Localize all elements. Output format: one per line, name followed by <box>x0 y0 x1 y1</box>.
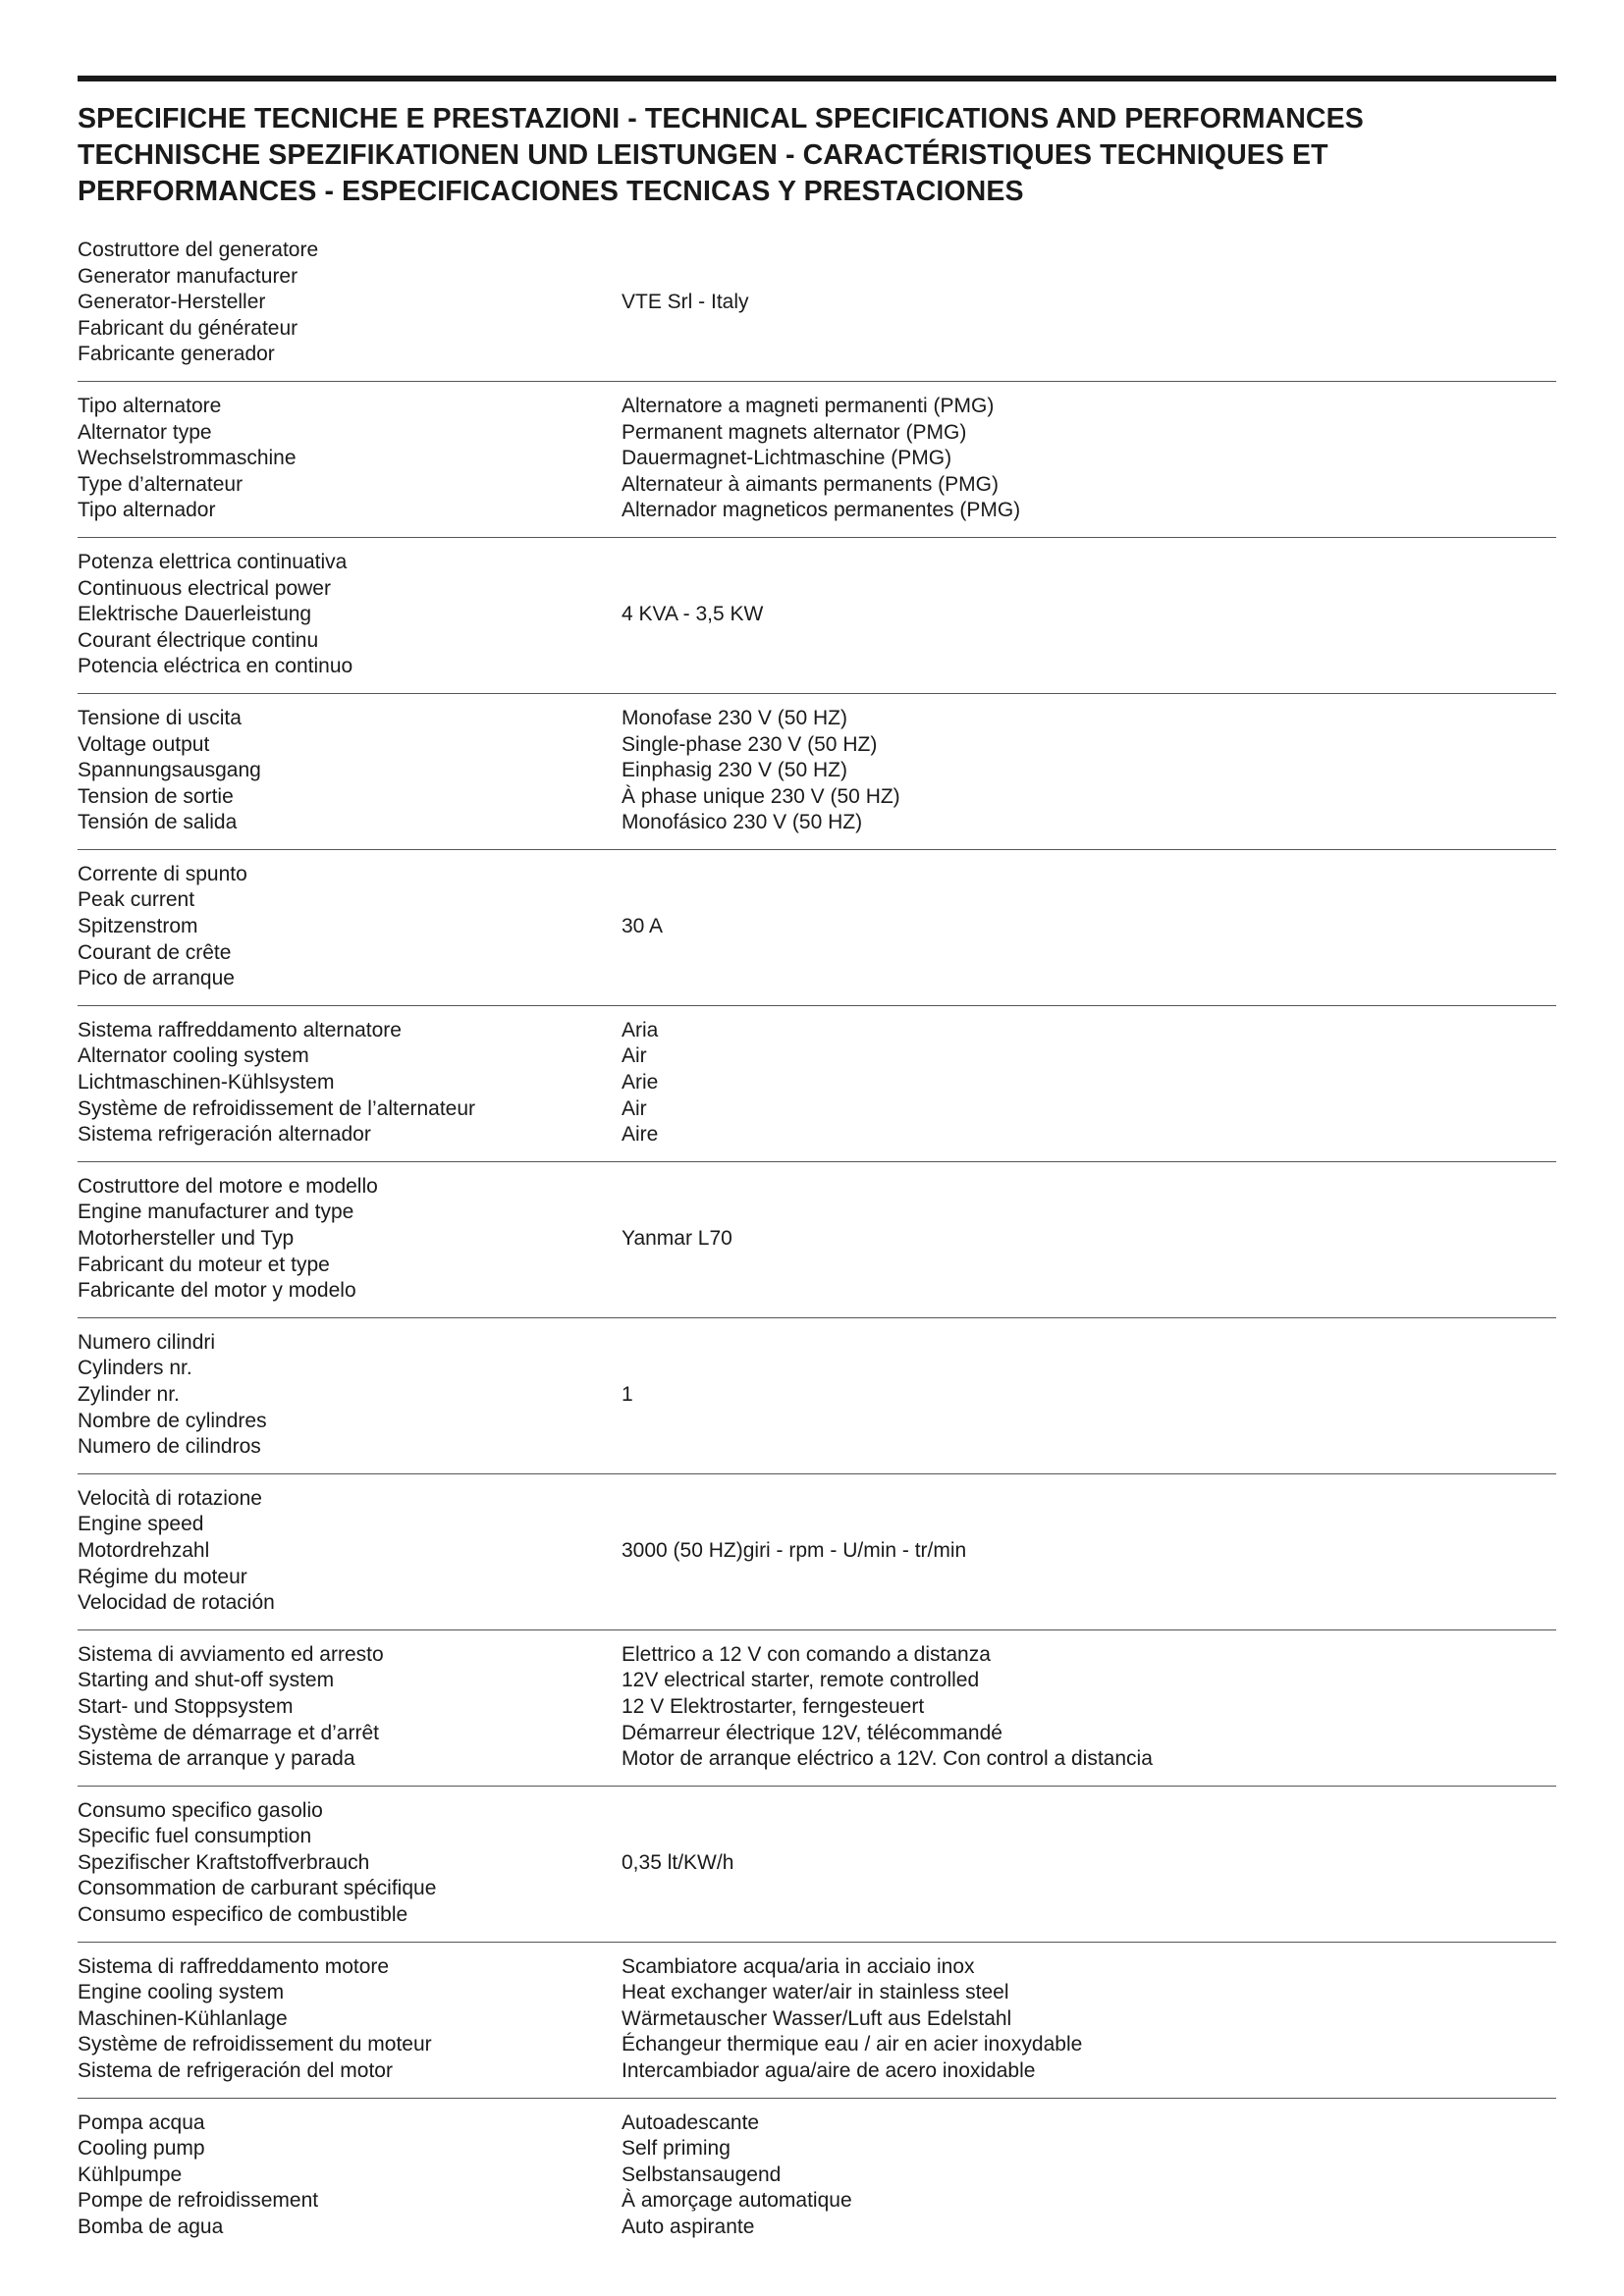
spec-value: 30 A <box>622 915 664 938</box>
spec-value: Single-phase 230 V (50 HZ) <box>622 732 878 756</box>
title-line: SPECIFICHE TECNICHE E PRESTAZIONI - TECHNICAL SPECIFICATIONS AND PERFORMANCES <box>78 103 1364 134</box>
spec-labels <box>78 1018 622 1148</box>
spec-label: Sistema raffreddamento alternatore <box>78 1018 402 1041</box>
spec-value: 0,35 lt/KW/h <box>622 1850 734 1874</box>
spec-label: Tensione di uscita <box>78 706 242 729</box>
spec-value: 1 <box>622 1382 633 1406</box>
spec-label: Costruttore del motore e modello <box>78 1174 378 1198</box>
spec-values <box>622 1174 1556 1305</box>
spec-labels <box>78 550 622 680</box>
spec-value: Intercambiador agua/aire de acero inoxidable <box>622 2059 1036 2083</box>
spec-label: Système de démarrage et d’arrêt <box>78 1721 379 1744</box>
spec-value: Alternador magneticos permanentes (PMG) <box>622 499 1021 522</box>
spec-values <box>622 394 1556 524</box>
spec-value: 3000 (50 HZ)giri - rpm - U/min - tr/min <box>622 1538 967 1562</box>
spec-label: Tipo alternador <box>78 499 216 522</box>
spec-label: Continuous electrical power <box>78 576 331 600</box>
spec-label: Alternator type <box>78 420 212 444</box>
spec-value: Elettrico a 12 V con comando a distanza <box>622 1642 991 1666</box>
spec-values <box>622 862 1556 992</box>
spec-value: Démarreur électrique 12V, télécommandé <box>622 1721 1002 1744</box>
spec-value: 12V electrical starter, remote controlled <box>622 1669 980 1692</box>
spec-label: Alternator cooling system <box>78 1044 309 1068</box>
spec-label: Cooling pump <box>78 2137 205 2161</box>
spec-label: Spitzenstrom <box>78 915 198 938</box>
spec-labels <box>78 862 622 992</box>
spec-value: Monofase 230 V (50 HZ) <box>622 706 847 729</box>
spec-row <box>78 694 1556 850</box>
spec-values <box>622 2110 1556 2241</box>
spec-value: Heat exchanger water/air in stainless steel <box>622 1981 1009 2004</box>
spec-value: Auto aspirante <box>622 2216 755 2238</box>
spec-label: Tension de sortie <box>78 784 234 808</box>
spec-values <box>622 1486 1556 1617</box>
spec-value: Yanmar L70 <box>622 1227 732 1250</box>
title-line: TECHNISCHE SPEZIFIKATIONEN UND LEISTUNGEN - CARACTÉRISTIQUES TECHNIQUES ET <box>78 139 1328 171</box>
spec-label: Régime du moteur <box>78 1565 247 1588</box>
spec-label: Engine manufacturer and type <box>78 1201 354 1224</box>
spec-label: Sistema refrigeración alternador <box>78 1123 371 1147</box>
title-line: PERFORMANCES - ESPECIFICACIONES TECNICAS Y PRESTACIONES <box>78 176 1024 207</box>
spec-label: Start- und Stoppsystem <box>78 1694 294 1718</box>
spec-row <box>78 538 1556 694</box>
spec-values <box>622 550 1556 680</box>
top-rule <box>78 76 1556 81</box>
spec-value: Échangeur thermique eau / air en acier inoxydable <box>622 2033 1083 2056</box>
spec-label: Velocidad de rotación <box>78 1591 275 1615</box>
spec-value: Arie <box>622 1071 659 1095</box>
spec-page <box>78 76 1556 2254</box>
spec-label: Corrente di spunto <box>78 862 247 885</box>
spec-label: Consumo especifico de combustible <box>78 1903 408 1927</box>
spec-label: Consumo specifico gasolio <box>78 1798 323 1822</box>
spec-label: Generator-Hersteller <box>78 291 266 314</box>
spec-label: Spannungsausgang <box>78 759 261 782</box>
spec-label: Sistema di avviamento ed arresto <box>78 1642 384 1666</box>
spec-label: Engine speed <box>78 1513 204 1536</box>
spec-labels <box>78 2110 622 2241</box>
spec-value: 12 V Elektrostarter, ferngesteuert <box>622 1694 925 1718</box>
spec-label: Wechselstrommaschine <box>78 447 297 470</box>
spec-value: Scambiatore acqua/aria in acciaio inox <box>622 1954 975 1978</box>
spec-values <box>622 706 1556 836</box>
spec-label: Tipo alternatore <box>78 394 222 417</box>
spec-value: Aria <box>622 1018 659 1041</box>
spec-table <box>78 226 1556 2254</box>
spec-label: Fabricante del motor y modelo <box>78 1279 356 1303</box>
spec-row <box>78 1943 1556 2099</box>
spec-value: Air <box>622 1044 647 1068</box>
spec-labels <box>78 1330 622 1461</box>
spec-labels <box>78 1954 622 2085</box>
spec-label: Type d’alternateur <box>78 472 244 496</box>
spec-labels <box>78 1174 622 1305</box>
spec-value: Self priming <box>622 2137 731 2161</box>
spec-value: Motor de arranque eléctrico a 12V. Con control a distancia <box>622 1747 1153 1771</box>
spec-value: Autoadescante <box>622 2110 760 2134</box>
spec-label: Velocità di rotazione <box>78 1486 262 1510</box>
spec-labels <box>78 394 622 524</box>
spec-value: VTE Srl - Italy <box>622 291 749 314</box>
spec-row <box>78 1787 1556 1943</box>
spec-label: Bomba de agua <box>78 2216 224 2238</box>
spec-label: Voltage output <box>78 732 210 756</box>
spec-label: Fabricant du moteur et type <box>78 1253 330 1276</box>
page-title <box>78 101 1556 210</box>
spec-row <box>78 1006 1556 1162</box>
spec-label: Pico de arranque <box>78 967 235 990</box>
spec-label: Sistema di raffreddamento motore <box>78 1954 390 1978</box>
spec-label: Kühlpumpe <box>78 2163 183 2186</box>
spec-value: À phase unique 230 V (50 HZ) <box>622 784 900 808</box>
spec-row <box>78 1474 1556 1630</box>
spec-label: Courant de crête <box>78 940 232 964</box>
spec-label: Sistema de arranque y parada <box>78 1747 355 1771</box>
spec-value: Alternateur à aimants permanents (PMG) <box>622 472 999 496</box>
spec-value: Dauermagnet-Lichtmaschine (PMG) <box>622 447 952 470</box>
spec-values <box>622 1642 1556 1773</box>
spec-label: Potenza elettrica continuativa <box>78 550 348 573</box>
spec-row <box>78 2099 1556 2254</box>
spec-label: Specific fuel consumption <box>78 1825 312 1848</box>
spec-label: Motordrehzahl <box>78 1538 210 1562</box>
spec-value: Monofásico 230 V (50 HZ) <box>622 811 863 834</box>
spec-value: À amorçage automatique <box>622 2189 852 2213</box>
spec-label: Pompa acqua <box>78 2110 205 2134</box>
spec-label: Engine cooling system <box>78 1981 285 2004</box>
spec-label: Spezifischer Kraftstoffverbrauch <box>78 1850 370 1874</box>
spec-label: Generator manufacturer <box>78 264 298 288</box>
spec-row <box>78 1162 1556 1318</box>
spec-labels <box>78 1486 622 1617</box>
spec-row <box>78 1630 1556 1787</box>
spec-value: Alternatore a magneti permanenti (PMG) <box>622 394 995 417</box>
spec-label: Numero de cilindros <box>78 1435 261 1459</box>
spec-value: Aire <box>622 1123 659 1147</box>
spec-label: Cylinders nr. <box>78 1357 192 1380</box>
spec-label: Tensión de salida <box>78 811 238 834</box>
spec-label: Pompe de refroidissement <box>78 2189 319 2213</box>
spec-label: Fabricant du générateur <box>78 316 298 340</box>
spec-value: Permanent magnets alternator (PMG) <box>622 420 967 444</box>
spec-label: Starting and shut-off system <box>78 1669 335 1692</box>
spec-values <box>622 1018 1556 1148</box>
spec-label: Costruttore del generatore <box>78 239 319 261</box>
spec-value: Selbstansaugend <box>622 2163 782 2186</box>
spec-row <box>78 382 1556 538</box>
spec-label: Elektrische Dauerleistung <box>78 603 312 626</box>
spec-values <box>622 1954 1556 2085</box>
spec-label: Maschinen-Kühlanlage <box>78 2006 288 2030</box>
spec-values <box>622 1798 1556 1929</box>
spec-value: 4 KVA - 3,5 KW <box>622 603 764 626</box>
spec-label: Consommation de carburant spécifique <box>78 1877 437 1900</box>
spec-value: Wärmetauscher Wasser/Luft aus Edelstahl <box>622 2006 1012 2030</box>
spec-row <box>78 1318 1556 1474</box>
spec-value: Air <box>622 1096 647 1120</box>
spec-label: Système de refroidissement de l’alternateur <box>78 1096 476 1120</box>
spec-values <box>622 1330 1556 1461</box>
spec-label: Lichtmaschinen-Kühlsystem <box>78 1071 335 1095</box>
spec-label: Nombre de cylindres <box>78 1409 267 1432</box>
spec-value: Einphasig 230 V (50 HZ) <box>622 759 847 782</box>
spec-row <box>78 226 1556 382</box>
spec-label: Motorhersteller und Typ <box>78 1227 295 1250</box>
spec-label: Peak current <box>78 888 195 912</box>
spec-label: Système de refroidissement du moteur <box>78 2033 432 2056</box>
spec-values <box>622 238 1556 368</box>
spec-labels <box>78 238 622 368</box>
spec-labels <box>78 1798 622 1929</box>
spec-label: Numero cilindri <box>78 1330 216 1354</box>
spec-label: Fabricante generador <box>78 343 275 366</box>
spec-row <box>78 850 1556 1006</box>
spec-labels <box>78 1642 622 1773</box>
spec-label: Zylinder nr. <box>78 1382 180 1406</box>
spec-label: Sistema de refrigeración del motor <box>78 2059 393 2083</box>
spec-label: Courant électrique continu <box>78 628 319 652</box>
spec-label: Potencia eléctrica en continuo <box>78 655 353 678</box>
spec-labels <box>78 706 622 836</box>
